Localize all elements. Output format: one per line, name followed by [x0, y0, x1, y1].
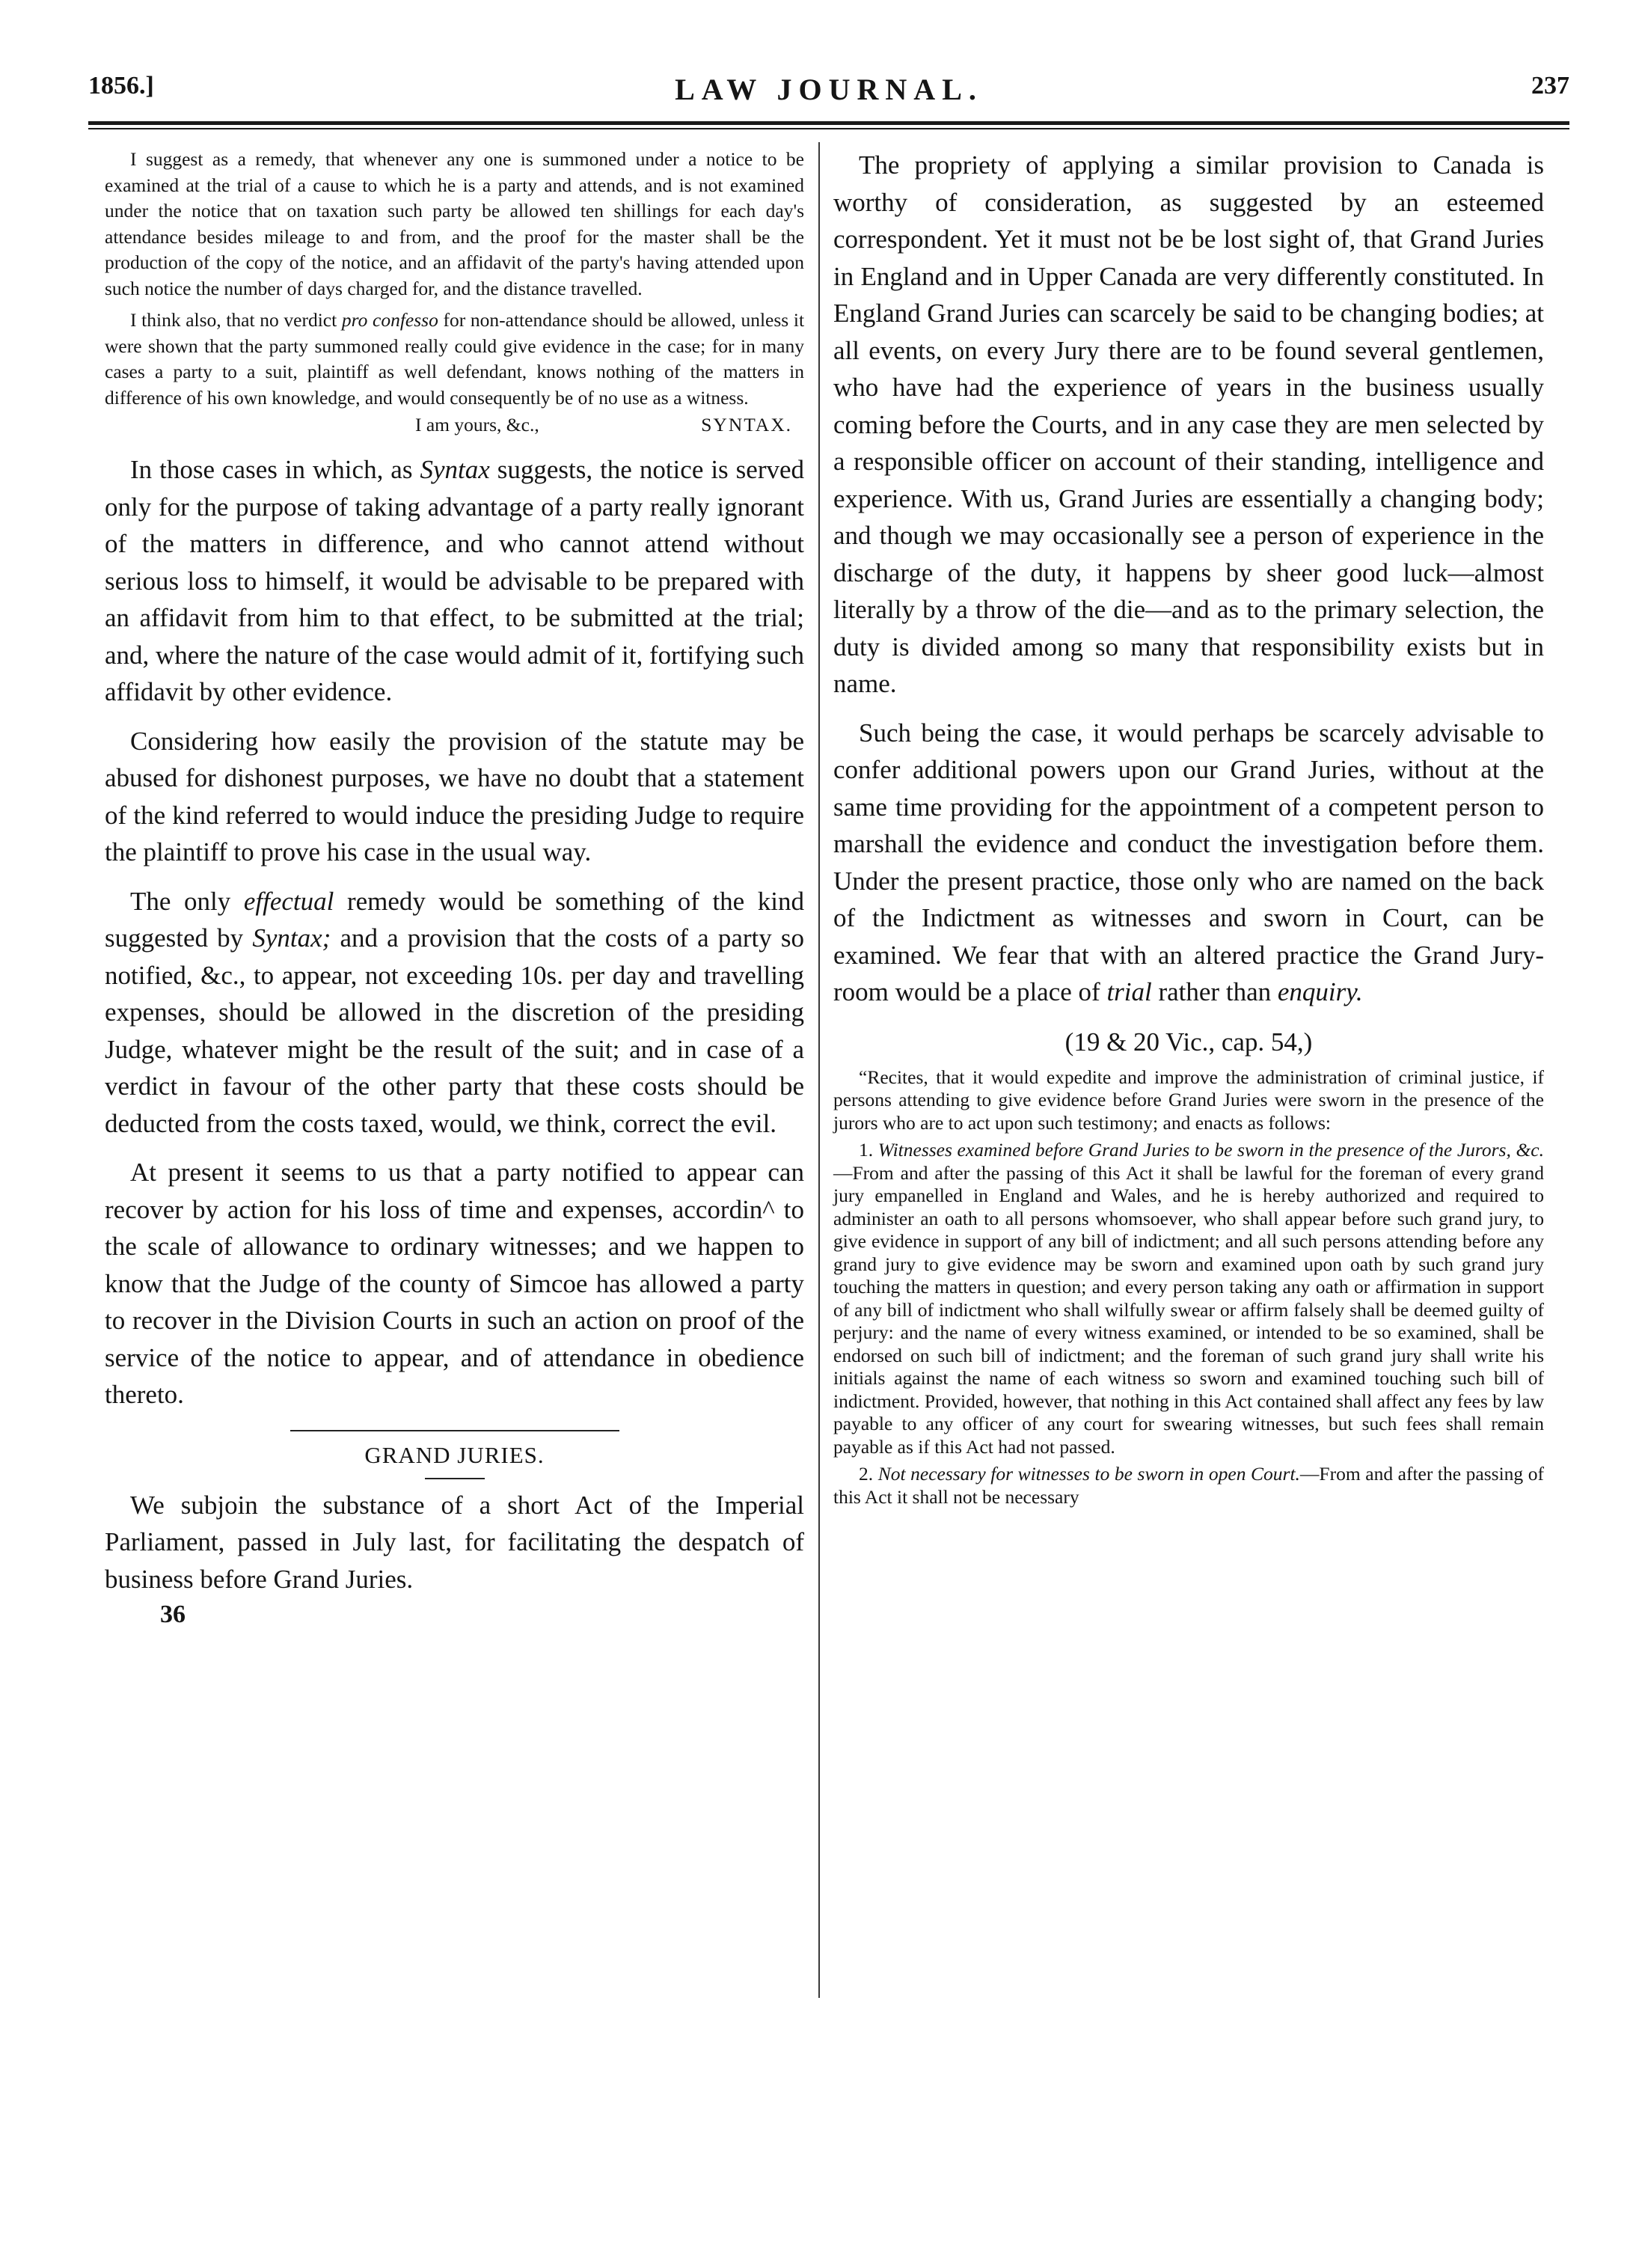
header-rule-thick — [88, 121, 1569, 125]
italic-text: Syntax; — [252, 923, 331, 953]
section-text: —From and after the passing of this Act it shall be lawful for the foreman of every grand jury empanelled in England and Wales, and he is hereby authorized and required to administer an oath to all persons whomsoever, who shall appear before such grand jury, to give evidence in support of any bill of indictment; and all such persons attending before any grand jury to give evidence may be sworn and examined upon oath by such grand jury touching the matters in question; and every person taking any oath or affirmation in support of any bill of indictment who shall wilfully swear or affirm falsely shall be deemed guilty of perjury: and the name of every witness examined, or intended to be so examined, shall be endorsed on such bill of indictment; and the foreman of such grand jury shall write his initials against the name of each witness so sworn and examined touching such bill of indictment. Provided, however, that nothing in this Act contained shall affect any fees by law payable to any officer of any court for swearing witnesses, but such fees shall remain payable as if this Act had not passed. — [833, 1161, 1544, 1458]
page-number: 237 — [1531, 72, 1569, 100]
text-run: for non-attendance should be allowed, unless it were shown that the party summoned really could give evidence in the case; for in many cases a party to a suit, plaintiff as well defendant, knows nothing of the matters in difference of his own knowledge, and would consequently be of no use as a witness. — [105, 309, 805, 409]
act-citation: (19 & 20 Vic., cap. 54,) — [1064, 1027, 1313, 1057]
signature-folio: 36 — [160, 1601, 186, 1628]
letter-signoff — [105, 412, 804, 439]
section-heading-italic: Witnesses examined before Grand Juries to be sworn in the presence of the Jurors, &c. — [877, 1139, 1544, 1161]
journal-title: LAW JOURNAL. — [675, 73, 983, 106]
text-run: rather than — [1158, 977, 1272, 1006]
left-column — [105, 147, 804, 1629]
section-divider — [290, 1430, 619, 1431]
editorial-paragraph: We subjoin the substance of a short Act of the Imperial Parliament, passed in July last, for facilitating the despatch of business before Grand Juries. — [105, 1490, 804, 1594]
editorial-paragraph — [105, 451, 804, 711]
header-rule-thin — [88, 128, 1569, 129]
act-section — [833, 1463, 1544, 1509]
letter-paragraph — [105, 308, 804, 411]
editorial-paragraph — [105, 883, 804, 1143]
italic-text: effectual — [243, 886, 334, 916]
text-run: In those cases in which, as — [130, 455, 413, 484]
italic-text: trial — [1106, 977, 1152, 1006]
text-run: and a provision that the costs of a party so notified, &c., to appear, not exceeding 10s. per day and travelling expenses, should be allowed in the discretion of the presiding Judge, whatever might be the result of the suit; and in case of a verdict in favour of the other party that these costs should be deducted from the costs taxed, would, we think, correct the evil. — [105, 923, 805, 1138]
signoff-closing: I am yours, &c., — [415, 414, 539, 435]
italic-text: enquiry. — [1277, 977, 1363, 1006]
text-run: I think also, that no verdict — [130, 309, 337, 331]
act-section — [833, 1139, 1544, 1458]
heading-underline — [425, 1478, 485, 1479]
text-run: suggests, the notice is served only for the purpose of taking advantage of a party really ignorant of the matters in difference, and who cannot attend without serious loss to himself, it would be advisable to be prepared with an affidavit from him to that effect, to be submitted at the trial; and, where the nature of the case would admit of it, fortifying such affidavit by other evidence. — [105, 455, 805, 706]
section-text: —From and after the passing of this Act it shall not be necessary — [833, 1463, 1544, 1508]
header-year: 1856.] — [88, 72, 154, 100]
section-heading-italic: Not necessary for witnesses to be sworn in open Court. — [877, 1463, 1300, 1485]
act-recital: “Recites, that it would expedite and improve the administration of criminal justice, if persons attending to give evidence before Grand Juries were sworn in the presence of the jurors who are to act upon such testimony; and enacts as follows: — [833, 1066, 1544, 1134]
editorial-paragraph: At present it seems to us that a party notified to appear can recover by action for his loss of time and expenses, accordin^ to the scale of allowance to ordinary witnesses; and we happen to know that the Judge of the county of Simcoe has allowed a party to recover in the Division Courts in such an action on proof of the service of the notice to appear, and of attendance in obedience thereto. — [105, 1158, 804, 1409]
running-header — [88, 72, 1569, 117]
signoff-author: SYNTAX. — [701, 414, 792, 435]
text-run: remedy would be something of the kind suggested by — [105, 886, 805, 953]
editorial-paragraph — [833, 715, 1544, 1011]
italic-text: Syntax — [420, 455, 490, 484]
section-heading: GRAND JURIES. — [364, 1441, 545, 1468]
editorial-paragraph: The propriety of applying a similar provision to Canada is worthy of consideration, as suggested by an esteemed correspondent. Yet it must not be be lost sight of, that Grand Juries in England and in Upper Canada are very differently constituted. In England Grand Juries can scarcely be said to be changing bodies; at all events, on every Jury there are to be found several gentlemen, who have had the experience of years in the business usually coming before the Courts, and in any case they are men selected by a responsible officer on account of their standing, intelligence and experience. With us, Grand Juries are essentially a changing body; and though we may occasionally see a person of experience in the discharge of the duty, it happens by sheer good luck—almost literally by a throw of the die—and as to the primary selection, the duty is divided among so many that responsibility exists but in name. — [833, 150, 1544, 698]
letter-paragraph: I suggest as a remedy, that whenever any one is summoned under a notice to be examined at the trial of a cause to which he is a party and attends, and is not examined under the notice that on taxation such party be allowed ten shillings for each day's attendance besides mileage to and from, and the proof for the master shall be the production of the copy of the notice, and an affidavit of the party's having attended upon such notice the number of days charged for, and the distance travelled. — [105, 148, 804, 299]
section-number: 1. — [859, 1139, 874, 1161]
column-divider — [818, 142, 820, 1998]
right-column — [833, 147, 1544, 1509]
editorial-paragraph: Considering how easily the provision of the statute may be abused for dishonest purposes, we have no doubt that a statement of the kind referred to would induce the presiding Judge to require the plaintiff to prove his case in the usual way. — [105, 726, 804, 866]
section-number: 2. — [859, 1463, 874, 1485]
italic-text: pro confesso — [341, 309, 438, 331]
text-run: Such being the case, it would perhaps be scarcely advisable to confer additional powers upon our Grand Juries, without at the same time providing for the appointment of a competent person to marshall the evidence and conduct the investigation before them. Under the present practice, those only who are named on the back of the Indictment as witnesses and sworn in Court, can be examined. We fear that with an altered practice the Grand Jury-room would be a place of — [833, 718, 1544, 1006]
text-run: The only — [130, 886, 231, 916]
